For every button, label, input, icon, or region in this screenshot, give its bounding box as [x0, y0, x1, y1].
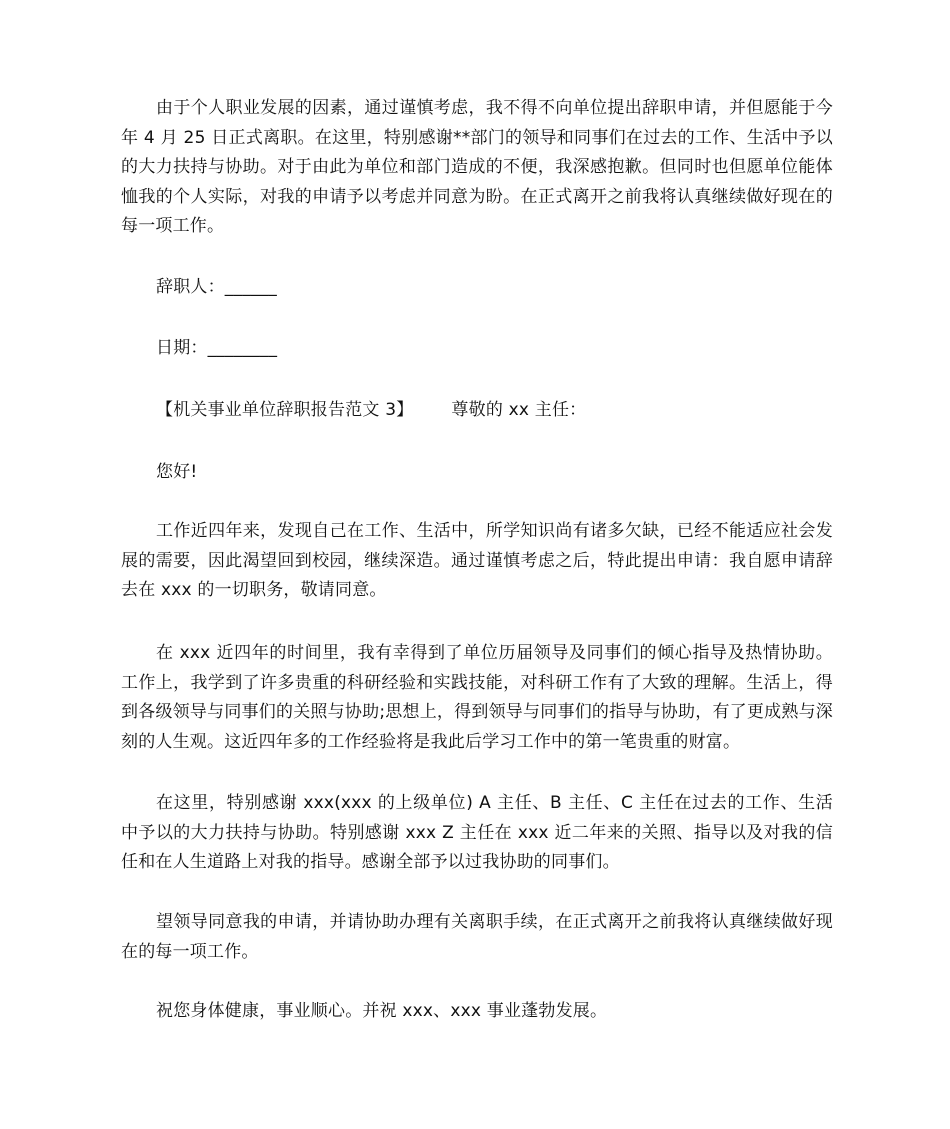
date-line: 日期：________ [156, 338, 278, 358]
signer-line: 辞职人：______ [156, 277, 277, 297]
body-paragraph-1: 工作近四年来，发现自己在工作、生活中，所学知识尚有诸多欠缺，已经不能适应社会发展的需要，因此渴望回到校园，继续深造。通过谨慎考虑之后，特此提出申请：我自愿申请辞去在 xxx 的一切职务，敬请同意。 [121, 521, 833, 601]
section-title: 【机关事业单位辞职报告范文 3】 [156, 400, 414, 420]
section-heading-line [121, 396, 833, 426]
intro-paragraph: 由于个人职业发展的因素，通过谨慎考虑，我不得不向单位提出辞职申请，并但愿能于今年 4 月 25 日正式离职。在这里，特别感谢**部门的领导和同事们在过去的工作、生活中予以的大力扶持与协助。对于由此为单位和部门造成的不便，我深感抱歉。但同时也但愿单位能体恤我的个人实际，对我的申请予以考虑并同意为盼。在正式离开之前我将认真继续做好现在的每一项工作。 [121, 98, 833, 237]
closing-line: 祝您身体健康，事业顺心。并祝 xxx、xxx 事业蓬勃发展。 [156, 1001, 608, 1021]
salutation: 尊敬的 xx 主任： [451, 400, 587, 420]
greeting: 您好! [156, 462, 198, 482]
body-paragraph-3: 在这里，特别感谢 xxx(xxx 的上级单位) A 主任、B 主任、C 主任在过去的工作、生活中予以的大力扶持与协助。特别感谢 xxx Z 主任在 xxx 近二年来的关照、指导以及对我的信任和在人生道路上对我的指导。感谢全部予以过我协助的同事们。 [121, 793, 833, 873]
body-paragraph-4: 望领导同意我的申请，并请协助办理有关离职手续，在正式离开之前我将认真继续做好现在的每一项工作。 [121, 912, 833, 962]
body-paragraph-2: 在 xxx 近四年的时间里，我有幸得到了单位历届领导及同事们的倾心指导及热情协助。工作上，我学到了许多贵重的科研经验和实践技能，对科研工作有了大致的理解。生活上，得到各级领导与同事们的关照与协助;思想上，得到领导与同事们的指导与协助，有了更成熟与深刻的人生观。这近四年多的工作经验将是我此后学习工作中的第一笔贵重的财富。 [121, 643, 833, 752]
